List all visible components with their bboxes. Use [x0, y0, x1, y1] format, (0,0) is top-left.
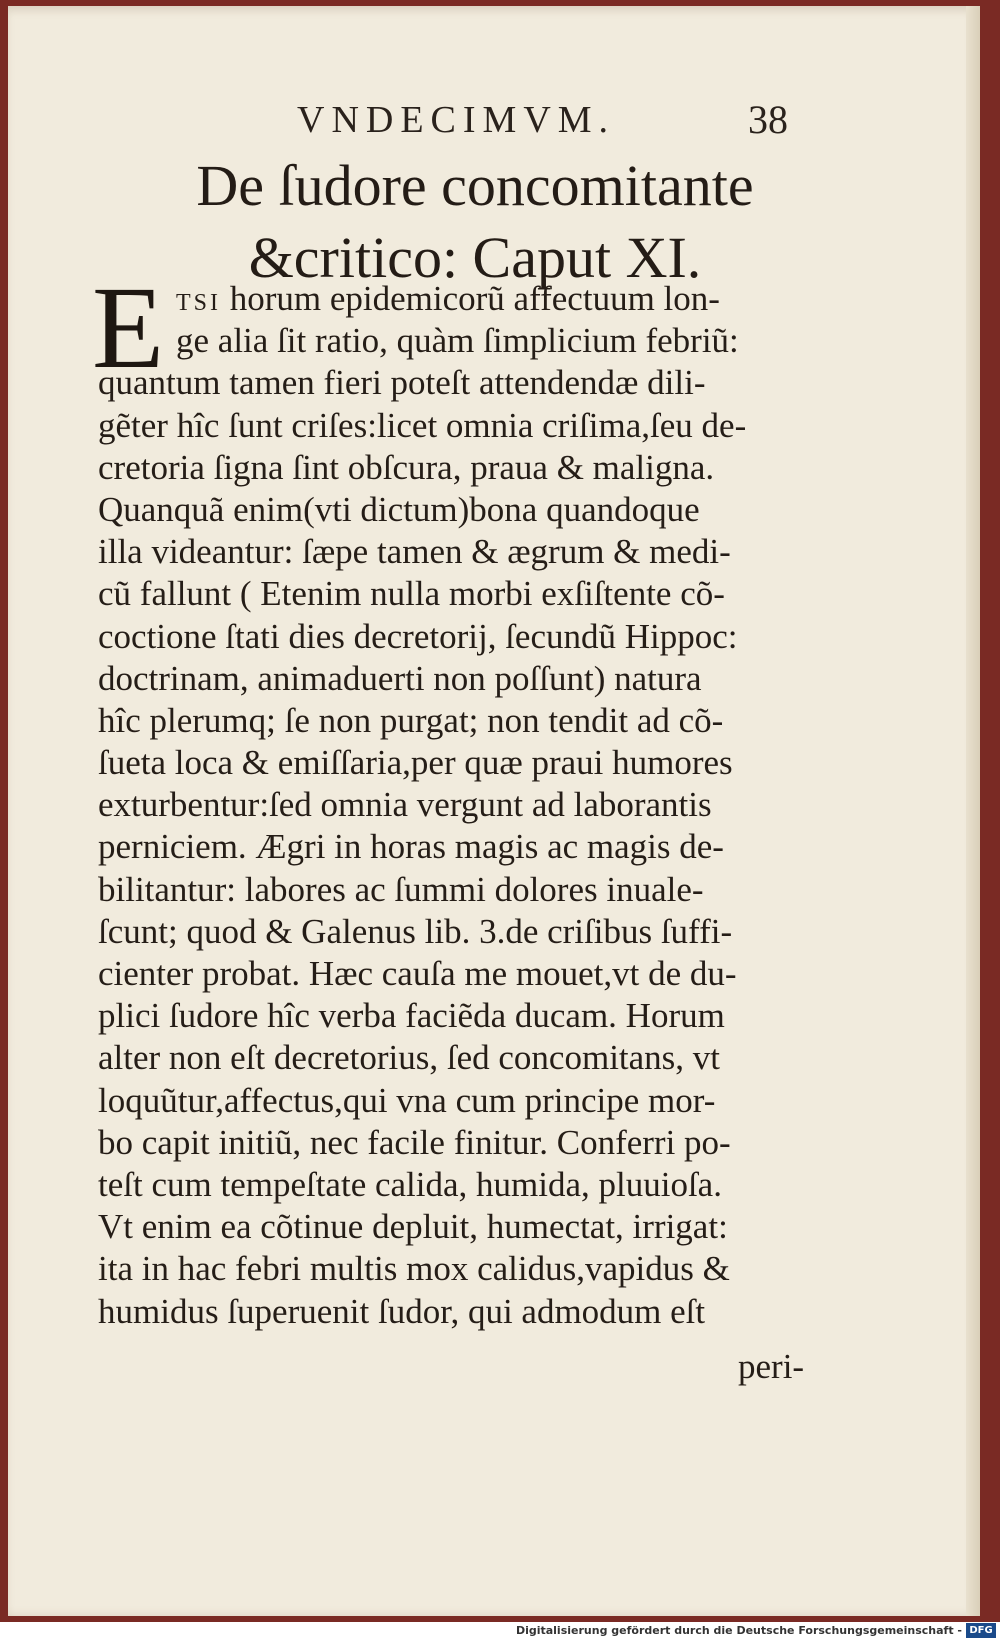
text-line: loquũtur,affectus,qui vna cum principe mor- [98, 1080, 716, 1120]
text-line: alter non eſt decretorius, ſed concomitans, vt [98, 1038, 721, 1078]
text-line: coctione ſtati dies decretorij, ſecundũ Hippoc: [98, 616, 738, 656]
text-line: exturbentur:ſed omnia vergunt ad laborantis [98, 785, 712, 825]
chapter-title [90, 150, 860, 294]
text-line: ſueta loca & emiſſaria,per quæ praui humores [98, 743, 733, 783]
dfg-logo-icon: DFG [966, 1623, 996, 1638]
text-line: cretoria ſigna ſint obſcura, praua & maligna. [98, 447, 715, 487]
running-head: VNDECIMVM. [297, 99, 616, 141]
text-line: cienter probat. Hæc cauſa me mouet,vt de du- [98, 954, 737, 993]
text-line: bilitantur: labores ac ſummi dolores inuale- [98, 869, 704, 909]
text-line: perniciem. Ægri in horas magis ac magis de- [98, 827, 724, 867]
text-line: cũ fallunt ( Etenim nulla morbi exſiſtente cõ- [98, 574, 725, 614]
text-line [98, 278, 818, 320]
text-line: ita in hac febri multis mox calidus,vapidus & [98, 1249, 730, 1289]
text-line: illa videantur: ſæpe tamen & ægrum & medi- [98, 532, 731, 572]
chapter-title-line-2: &critico: Caput XI. [248, 225, 702, 290]
text-line: Vt enim ea cõtinue depluit, humectat, irrigat: [98, 1207, 728, 1247]
text-line: ſcunt; quod & Galenus lib. 3.de criſibus ſuffi- [98, 911, 733, 951]
catchword: peri- [738, 1347, 805, 1386]
footer-bar [0, 1622, 1000, 1641]
text-line: plici ſudore hîc verba faciẽda ducam. Horum [98, 996, 725, 1036]
text-line-content: horum epidemicorũ affectuum lon- [221, 279, 720, 318]
opening-smallcaps: TSI [176, 290, 221, 316]
drop-cap-initial: E [92, 262, 165, 393]
text-line: gẽter hîc ſunt criſes:licet omnia criſima,ſeu de- [98, 405, 747, 445]
text-line: bo capit initiũ, nec facile finitur. Conferri po- [98, 1122, 731, 1162]
text-line: Quanquã enim(vti dictum)bona quandoque [98, 489, 700, 529]
text-line: humidus ſuperuenit ſudor, qui admodum eſt [98, 1291, 706, 1331]
text-line: quantum tamen fieri poteſt attendendæ dili- [98, 363, 706, 403]
text-line: teſt cum tempeſtate calida, humida, pluuioſa. [98, 1164, 722, 1204]
body-text [98, 278, 818, 1333]
text-line: ge alia ſit ratio, quàm ſimplicium febriũ: [176, 321, 739, 361]
page-number: 38 [748, 97, 788, 142]
text-line: hîc plerumq; ſe non purgat; non tendit ad cõ- [98, 700, 724, 740]
page-edge [966, 6, 980, 1616]
funding-credit: Digitalisierung gefördert durch die Deutsche Forschungsgemeinschaft - [515, 1624, 962, 1637]
chapter-title-line-1: De ſudore concomitante [196, 153, 754, 218]
text-line: doctrinam, animaduerti non poſſunt) natura [98, 658, 702, 698]
